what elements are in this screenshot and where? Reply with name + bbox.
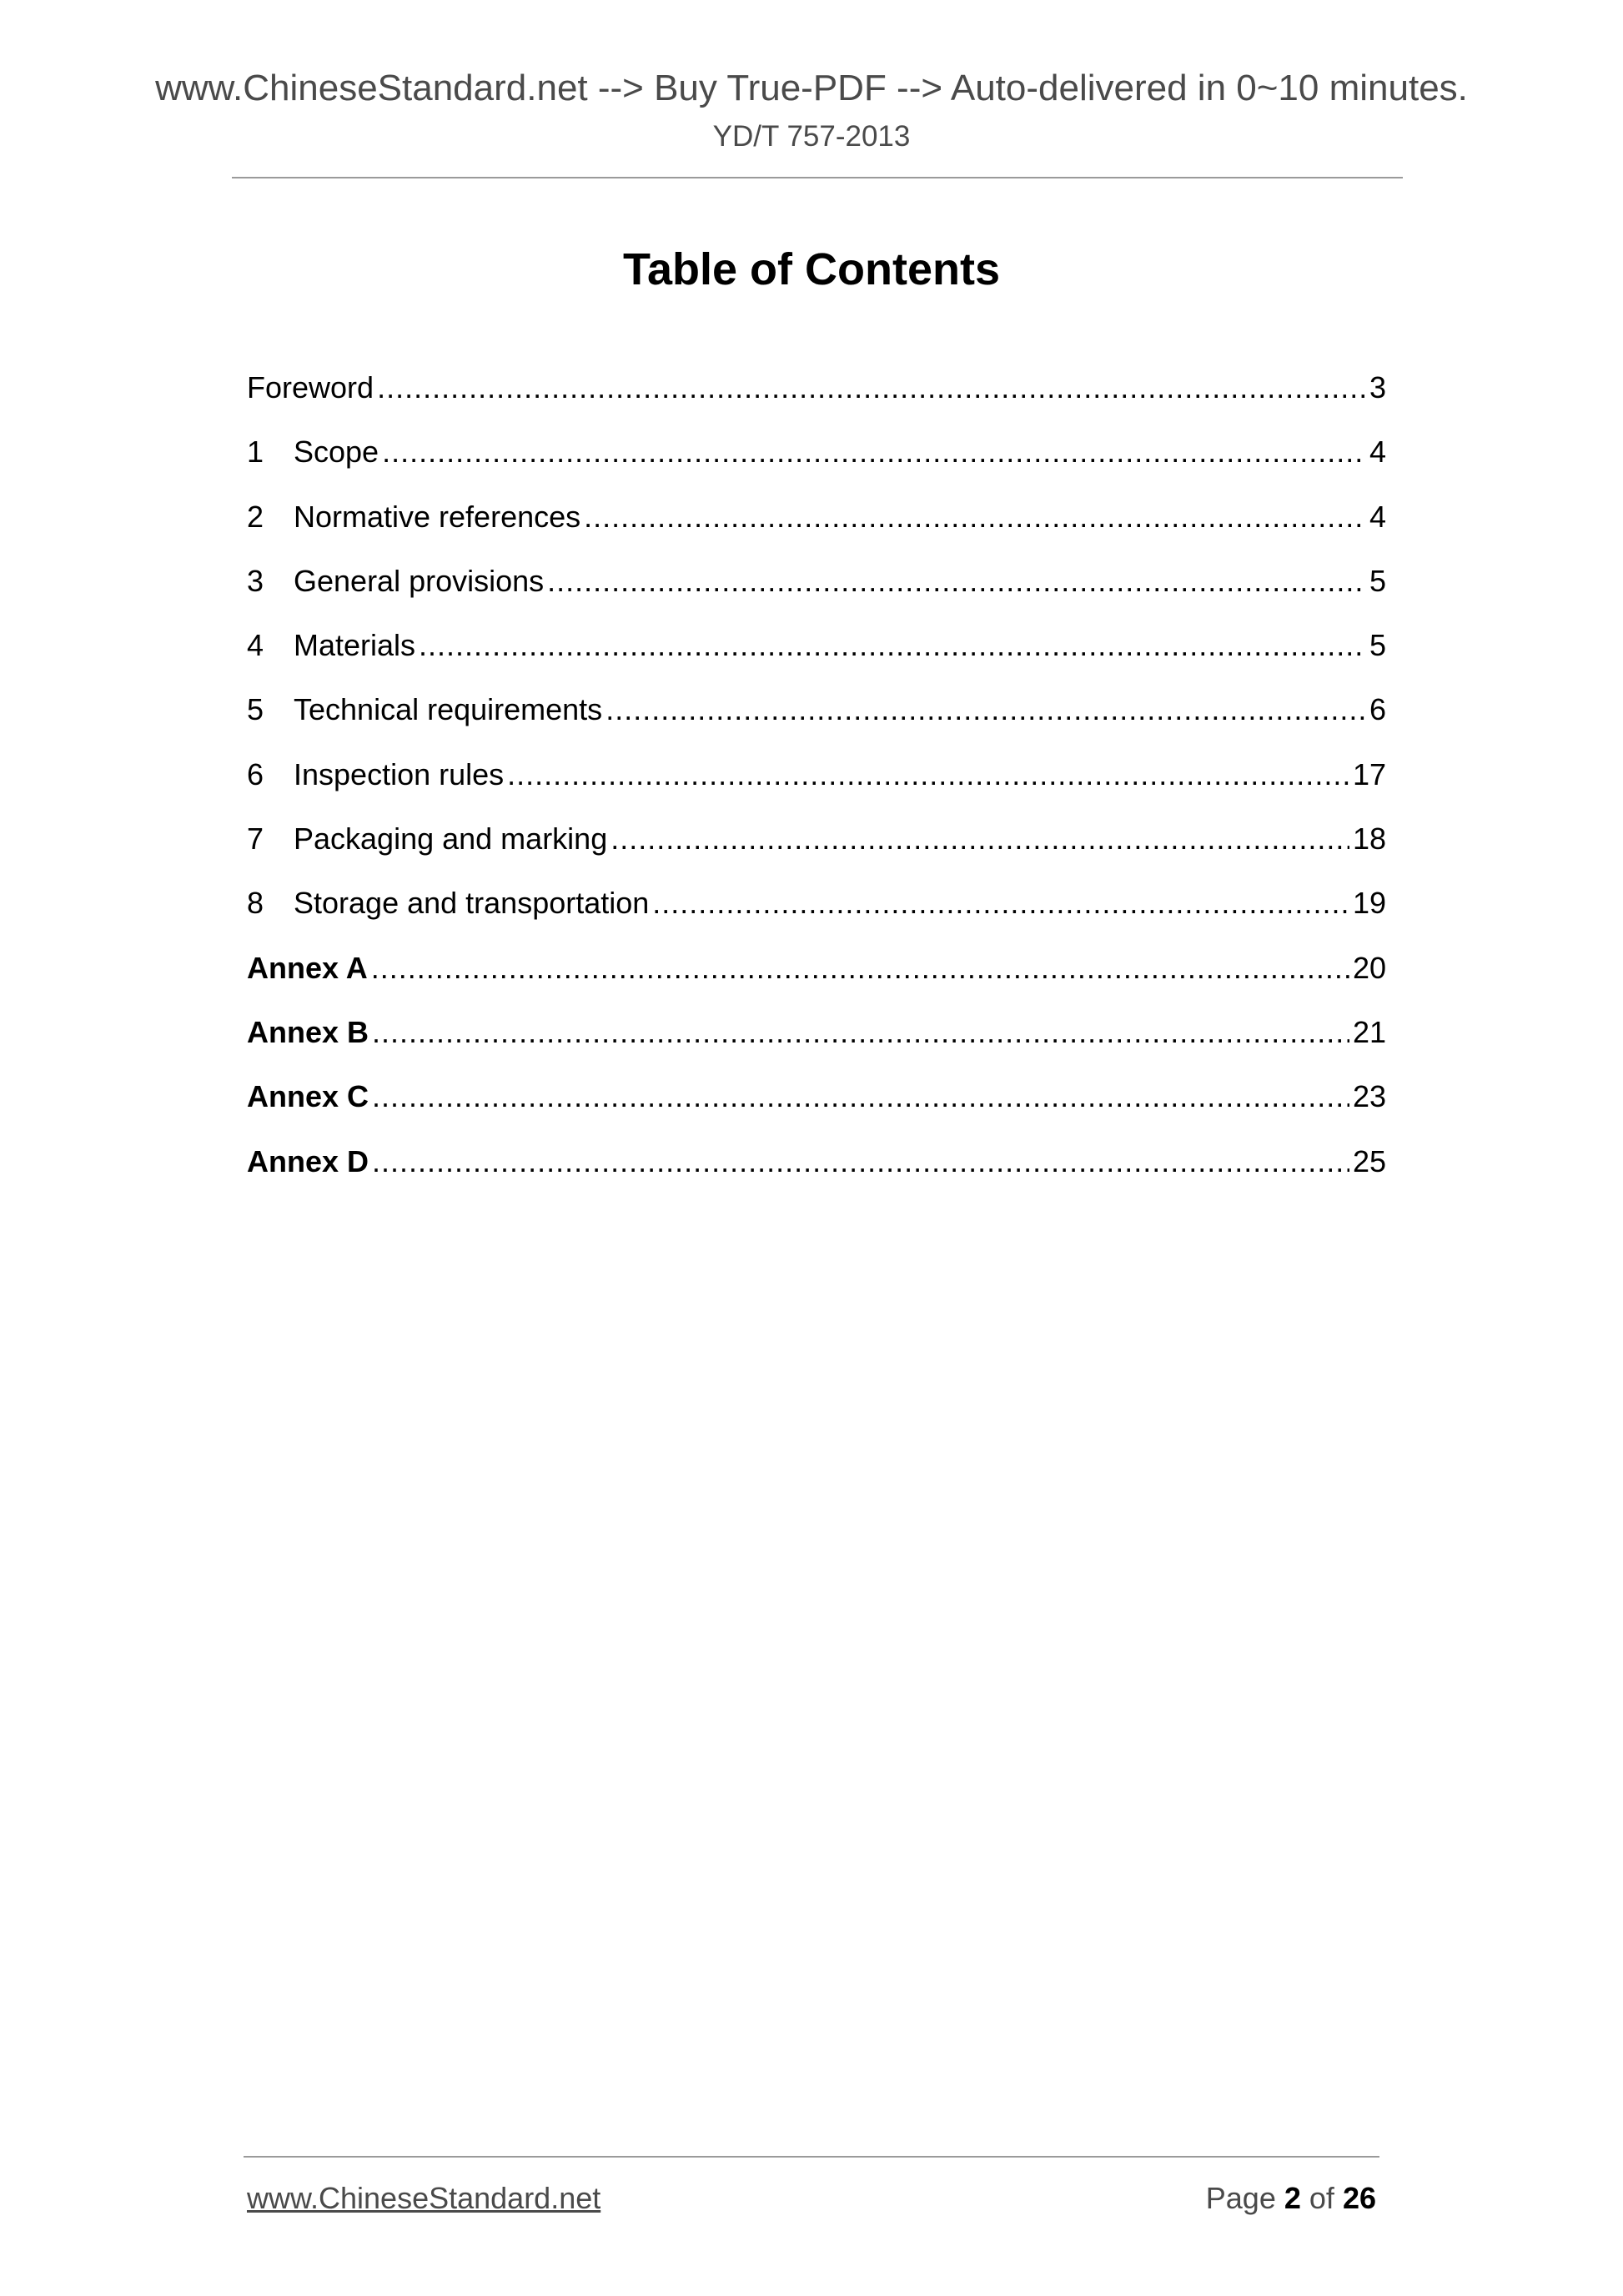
- toc-entry-label: Annex C: [247, 1079, 369, 1114]
- table-of-contents: [247, 367, 1386, 1205]
- toc-entry-label: Inspection rules: [294, 756, 505, 791]
- toc-entry-label: Scope: [294, 435, 379, 470]
- toc-entry-label: Annex A: [247, 950, 368, 985]
- toc-entry-label: Normative references: [294, 499, 581, 534]
- toc-entry-label: Annex B: [247, 1014, 369, 1049]
- toc-entry-number: 2: [247, 499, 264, 534]
- toc-entry-annex-a[interactable]: [247, 947, 1386, 1012]
- toc-entry-page: 6: [1369, 692, 1386, 727]
- toc-entry-page: 5: [1369, 628, 1386, 663]
- toc-entry-annex-b[interactable]: [247, 1012, 1386, 1076]
- toc-entry-annex-d[interactable]: [247, 1141, 1386, 1205]
- toc-entry-scope[interactable]: [247, 431, 1386, 495]
- header-divider: [232, 177, 1403, 178]
- toc-dot-leader: [377, 367, 1366, 409]
- toc-entry-label: Materials: [294, 628, 416, 663]
- toc-entry-label: General provisions: [294, 563, 545, 598]
- toc-dot-leader: [372, 1012, 1349, 1053]
- toc-entry-page: 3: [1369, 370, 1386, 404]
- toc-entry-page: 21: [1352, 1014, 1386, 1049]
- toc-dot-leader: [584, 496, 1366, 538]
- header-banner: www.ChineseStandard.net --> Buy True-PDF --> Auto-delivered in 0~10 minutes.: [155, 68, 1468, 108]
- toc-entry-foreword[interactable]: [247, 367, 1386, 431]
- toc-entry-label: Annex D: [247, 1143, 369, 1178]
- page-total: 26: [1342, 2181, 1376, 2215]
- toc-dot-leader: [547, 560, 1366, 602]
- toc-dot-leader: [419, 625, 1366, 666]
- toc-entry-number: 4: [247, 628, 264, 663]
- footer-divider: [244, 2156, 1379, 2158]
- toc-entry-page: 4: [1369, 499, 1386, 534]
- page-of-label: of: [1309, 2181, 1334, 2215]
- toc-entry-number: 8: [247, 886, 264, 921]
- toc-entry-annex-c[interactable]: [247, 1076, 1386, 1140]
- page-title: Table of Contents: [623, 244, 1000, 294]
- toc-entry-normative-references[interactable]: [247, 496, 1386, 560]
- toc-entry-page: 19: [1352, 886, 1386, 921]
- toc-entry-number: 3: [247, 563, 264, 598]
- toc-dot-leader: [372, 1141, 1349, 1183]
- toc-entry-page: 5: [1369, 563, 1386, 598]
- toc-entry-label: Technical requirements: [294, 692, 603, 727]
- toc-entry-page: 20: [1352, 950, 1386, 985]
- page-label: Page: [1205, 2181, 1276, 2215]
- toc-entry-label: Packaging and marking: [294, 821, 608, 857]
- toc-entry-page: 4: [1369, 435, 1386, 470]
- toc-entry-packaging-and-marking[interactable]: [247, 818, 1386, 882]
- toc-dot-leader: [652, 882, 1349, 924]
- toc-entry-materials[interactable]: [247, 625, 1386, 689]
- standard-code: YD/T 757-2013: [712, 120, 911, 153]
- toc-entry-number: 5: [247, 692, 264, 727]
- toc-dot-leader: [605, 689, 1366, 731]
- toc-dot-leader: [507, 754, 1349, 796]
- toc-dot-leader: [371, 947, 1349, 989]
- toc-entry-label: Storage and transportation: [294, 886, 650, 921]
- toc-entry-number: 6: [247, 756, 264, 791]
- page-current: 2: [1284, 2181, 1301, 2215]
- toc-entry-number: 1: [247, 435, 264, 470]
- toc-dot-leader: [611, 818, 1349, 860]
- toc-entry-page: 18: [1352, 821, 1386, 857]
- toc-entry-technical-requirements[interactable]: [247, 689, 1386, 753]
- toc-entry-page: 23: [1352, 1079, 1386, 1114]
- toc-entry-general-provisions[interactable]: [247, 560, 1386, 625]
- toc-dot-leader: [382, 431, 1366, 473]
- toc-entry-inspection-rules[interactable]: [247, 754, 1386, 818]
- toc-dot-leader: [372, 1076, 1349, 1118]
- footer-website-link[interactable]: www.ChineseStandard.net: [247, 2181, 601, 2215]
- toc-entry-number: 7: [247, 821, 264, 857]
- page-number: [1206, 2178, 1376, 2218]
- toc-entry-label: Foreword: [247, 370, 374, 404]
- toc-entry-page: 17: [1352, 756, 1386, 791]
- toc-entry-page: 25: [1352, 1143, 1386, 1178]
- toc-entry-storage-and-transportation[interactable]: [247, 882, 1386, 947]
